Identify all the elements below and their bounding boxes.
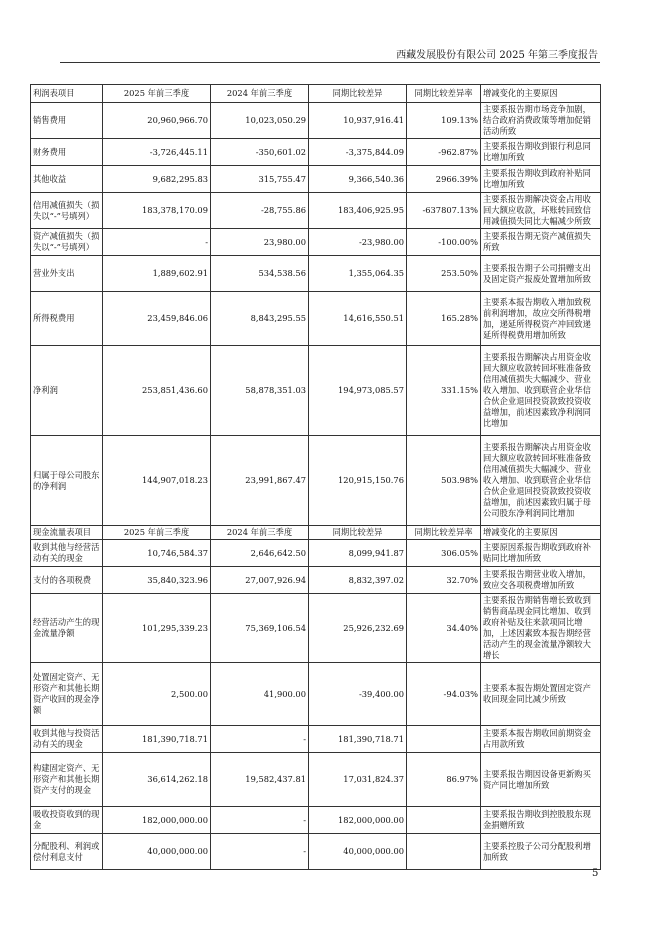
difference-value: -39,400.00: [309, 663, 407, 726]
table-row: [31, 166, 601, 193]
current-period-value: 181,390,718.71: [103, 726, 211, 753]
table-row: [31, 256, 601, 292]
difference-value: 17,031,824.37: [309, 753, 407, 807]
table-row: [31, 726, 601, 753]
row-item-label: 所得税费用: [31, 292, 103, 346]
difference-value: 182,000,000.00: [309, 807, 407, 834]
difference-value: 8,832,397.02: [309, 567, 407, 594]
difference-rate: [407, 807, 481, 834]
row-item-label: 财务费用: [31, 139, 103, 166]
current-period-value: 253,851,436.60: [103, 346, 211, 436]
change-reason: 主要系报告期收到控股股东现金捐赠所致: [481, 807, 601, 834]
table-row: [31, 436, 601, 526]
difference-rate: 2966.39%: [407, 166, 481, 193]
row-item-label: 净利润: [31, 346, 103, 436]
change-reason: 主要系报告期子公司捐赠支出及固定资产报废处置增加所致: [481, 256, 601, 292]
difference-value: 25,926,232.69: [309, 594, 407, 663]
difference-value: 14,616,550.51: [309, 292, 407, 346]
prior-period-value: 8,843,295.55: [211, 292, 309, 346]
page-number: 5: [592, 868, 599, 879]
row-item-label: 其他收益: [31, 166, 103, 193]
difference-value: 40,000,000.00: [309, 834, 407, 870]
difference-rate: -637807.13%: [407, 193, 481, 229]
prior-period-value: -: [211, 726, 309, 753]
row-item-label: 处置固定资产、无形资产和其他长期资产收回的现金净额: [31, 663, 103, 726]
table-row: [31, 139, 601, 166]
table-row: [31, 594, 601, 663]
difference-value: 9,366,540.36: [309, 166, 407, 193]
difference-rate: 109.13%: [407, 103, 481, 139]
change-reason: 主要系报告期销售增长致收到销售商品现金同比增加、收到政府补贴及往来款项同比增加，上述因素致本报告期经营活动产生的现金流量净额较大增长: [481, 594, 601, 663]
current-period-value: 183,378,170.09: [103, 193, 211, 229]
current-period-value: 2,500.00: [103, 663, 211, 726]
change-reason: 主要系报告期解决资金占用收回大额应收款，坏账转回致信用减值损失同比大幅减少所致: [481, 193, 601, 229]
prior-period-value: -28,755.86: [211, 193, 309, 229]
row-item-label: 归属于母公司股东的净利润: [31, 436, 103, 526]
table-row: [31, 807, 601, 834]
table-row: [31, 229, 601, 256]
prior-period-value: 75,369,106.54: [211, 594, 309, 663]
prior-period-value: 23,980.00: [211, 229, 309, 256]
column-header: 同期比较差异: [309, 85, 407, 103]
difference-value: 1,355,064.35: [309, 256, 407, 292]
change-reason: 主要系报告期因设备更新购买资产同比增加所致: [481, 753, 601, 807]
column-header: 2025 年前三季度: [103, 526, 211, 540]
prior-period-value: 27,007,926.94: [211, 567, 309, 594]
difference-rate: 503.98%: [407, 436, 481, 526]
row-item-label: 收到其他与经营活动有关的现金: [31, 540, 103, 567]
header-title: 西藏发展股份有限公司 2025 年第三季度报告: [396, 50, 598, 61]
table-row: [31, 753, 601, 807]
prior-period-value: 58,878,351.03: [211, 346, 309, 436]
table-header-row: [31, 526, 601, 540]
prior-period-value: -: [211, 834, 309, 870]
prior-period-value: 2,646,642.50: [211, 540, 309, 567]
table-row: [31, 103, 601, 139]
row-item-label: 构建固定资产、无形资产和其他长期资产支付的现金: [31, 753, 103, 807]
difference-rate: 253.50%: [407, 256, 481, 292]
prior-period-value: 315,755.47: [211, 166, 309, 193]
difference-rate: -100.00%: [407, 229, 481, 256]
difference-rate: -962.87%: [407, 139, 481, 166]
change-reason: 主要系本报告期收回前期资金占用款所致: [481, 726, 601, 753]
column-header: 利润表项目: [31, 85, 103, 103]
row-item-label: 销售费用: [31, 103, 103, 139]
column-header: 增减变化的主要原因: [481, 526, 601, 540]
report-table: [30, 84, 601, 870]
difference-rate: 86.97%: [407, 753, 481, 807]
change-reason: 主要系报告期收到银行利息同比增加所致: [481, 139, 601, 166]
current-period-value: 182,000,000.00: [103, 807, 211, 834]
change-reason: 主要系报告期解决占用资金收回大额应收款转回坏账准备致信用减值损失大幅减少、营业收入增加、收到联营企业华信合伙企业退回投资款致投资收益增加，前述因素致净利润同比增加: [481, 346, 601, 436]
change-reason: 主要系报告期收到政府补贴同比增加所致: [481, 166, 601, 193]
change-reason: 主要系本报告期收入增加致税前利润增加，故应交所得税增加，递延所得税资产冲回致递延所得税费用增加所致: [481, 292, 601, 346]
difference-rate: 331.15%: [407, 346, 481, 436]
table-row: [31, 567, 601, 594]
prior-period-value: 23,991,867.47: [211, 436, 309, 526]
difference-value: 183,406,925.95: [309, 193, 407, 229]
current-period-value: 40,000,000.00: [103, 834, 211, 870]
column-header: 同期比较差异: [309, 526, 407, 540]
column-header: 2024 年前三季度: [211, 526, 309, 540]
row-item-label: 吸收投资收到的现金: [31, 807, 103, 834]
change-reason: 主要系控股子公司分配股利增加所致: [481, 834, 601, 870]
difference-value: -23,980.00: [309, 229, 407, 256]
row-item-label: 资产减值损失（损失以“-”号填列）: [31, 229, 103, 256]
difference-value: 120,915,150.76: [309, 436, 407, 526]
change-reason: 主要系本报告期处置固定资产收回现金同比减少所致: [481, 663, 601, 726]
change-reason: 主要系报告期市场竞争加剧，结合政府消费政策等增加促销活动所致: [481, 103, 601, 139]
change-reason: 主要原因系报告期收到政府补贴同比增加所致: [481, 540, 601, 567]
difference-rate: -94.03%: [407, 663, 481, 726]
difference-rate: 165.28%: [407, 292, 481, 346]
change-reason: 主要系报告期无资产减值损失所致: [481, 229, 601, 256]
prior-period-value: -: [211, 807, 309, 834]
current-period-value: -3,726,445.11: [103, 139, 211, 166]
table-row: [31, 663, 601, 726]
table-row: [31, 834, 601, 870]
current-period-value: 1,889,602.91: [103, 256, 211, 292]
difference-value: -3,375,844.09: [309, 139, 407, 166]
table-row: [31, 292, 601, 346]
difference-value: 181,390,718.71: [309, 726, 407, 753]
change-reason: 主要系报告期解决占用资金收回大额应收款转回坏账准备致信用减值损失大幅减少、营业收入增加、收到联营企业华信合伙企业退回投资款致投资收益增加，前述因素致归属于母公司股东净利润同比增加: [481, 436, 601, 526]
difference-rate: [407, 834, 481, 870]
column-header: 同期比较差异率: [407, 85, 481, 103]
column-header: 2025 年前三季度: [103, 85, 211, 103]
difference-value: 10,937,916.41: [309, 103, 407, 139]
difference-rate: [407, 726, 481, 753]
prior-period-value: -350,601.02: [211, 139, 309, 166]
row-item-label: 营业外支出: [31, 256, 103, 292]
row-item-label: 信用减值损失（损失以“-”号填列）: [31, 193, 103, 229]
difference-rate: 34.40%: [407, 594, 481, 663]
prior-period-value: 19,582,437.81: [211, 753, 309, 807]
column-header: 2024 年前三季度: [211, 85, 309, 103]
table-row: [31, 346, 601, 436]
prior-period-value: 10,023,050.29: [211, 103, 309, 139]
table-header-row: [31, 85, 601, 103]
change-reason: 主要系报告期营业收入增加，致应交各项税费增加所致: [481, 567, 601, 594]
page-header: [60, 44, 600, 63]
column-header: 同期比较差异率: [407, 526, 481, 540]
current-period-value: 35,840,323.96: [103, 567, 211, 594]
prior-period-value: 41,900.00: [211, 663, 309, 726]
row-item-label: 支付的各项税费: [31, 567, 103, 594]
row-item-label: 经营活动产生的现金流量净额: [31, 594, 103, 663]
difference-rate: 32.70%: [407, 567, 481, 594]
row-item-label: 收到其他与投资活动有关的现金: [31, 726, 103, 753]
current-period-value: 144,907,018.23: [103, 436, 211, 526]
current-period-value: 36,614,262.18: [103, 753, 211, 807]
table-row: [31, 540, 601, 567]
column-header: 增减变化的主要原因: [481, 85, 601, 103]
difference-value: 8,099,941.87: [309, 540, 407, 567]
current-period-value: 23,459,846.06: [103, 292, 211, 346]
current-period-value: 10,746,584.37: [103, 540, 211, 567]
prior-period-value: 534,538.56: [211, 256, 309, 292]
current-period-value: 101,295,339.23: [103, 594, 211, 663]
row-item-label: 分配股利、利润或偿付利息支付: [31, 834, 103, 870]
current-period-value: -: [103, 229, 211, 256]
difference-rate: 306.05%: [407, 540, 481, 567]
current-period-value: 9,682,295.83: [103, 166, 211, 193]
column-header: 现金流量表项目: [31, 526, 103, 540]
difference-value: 194,973,085.57: [309, 346, 407, 436]
table-row: [31, 193, 601, 229]
current-period-value: 20,960,966.70: [103, 103, 211, 139]
